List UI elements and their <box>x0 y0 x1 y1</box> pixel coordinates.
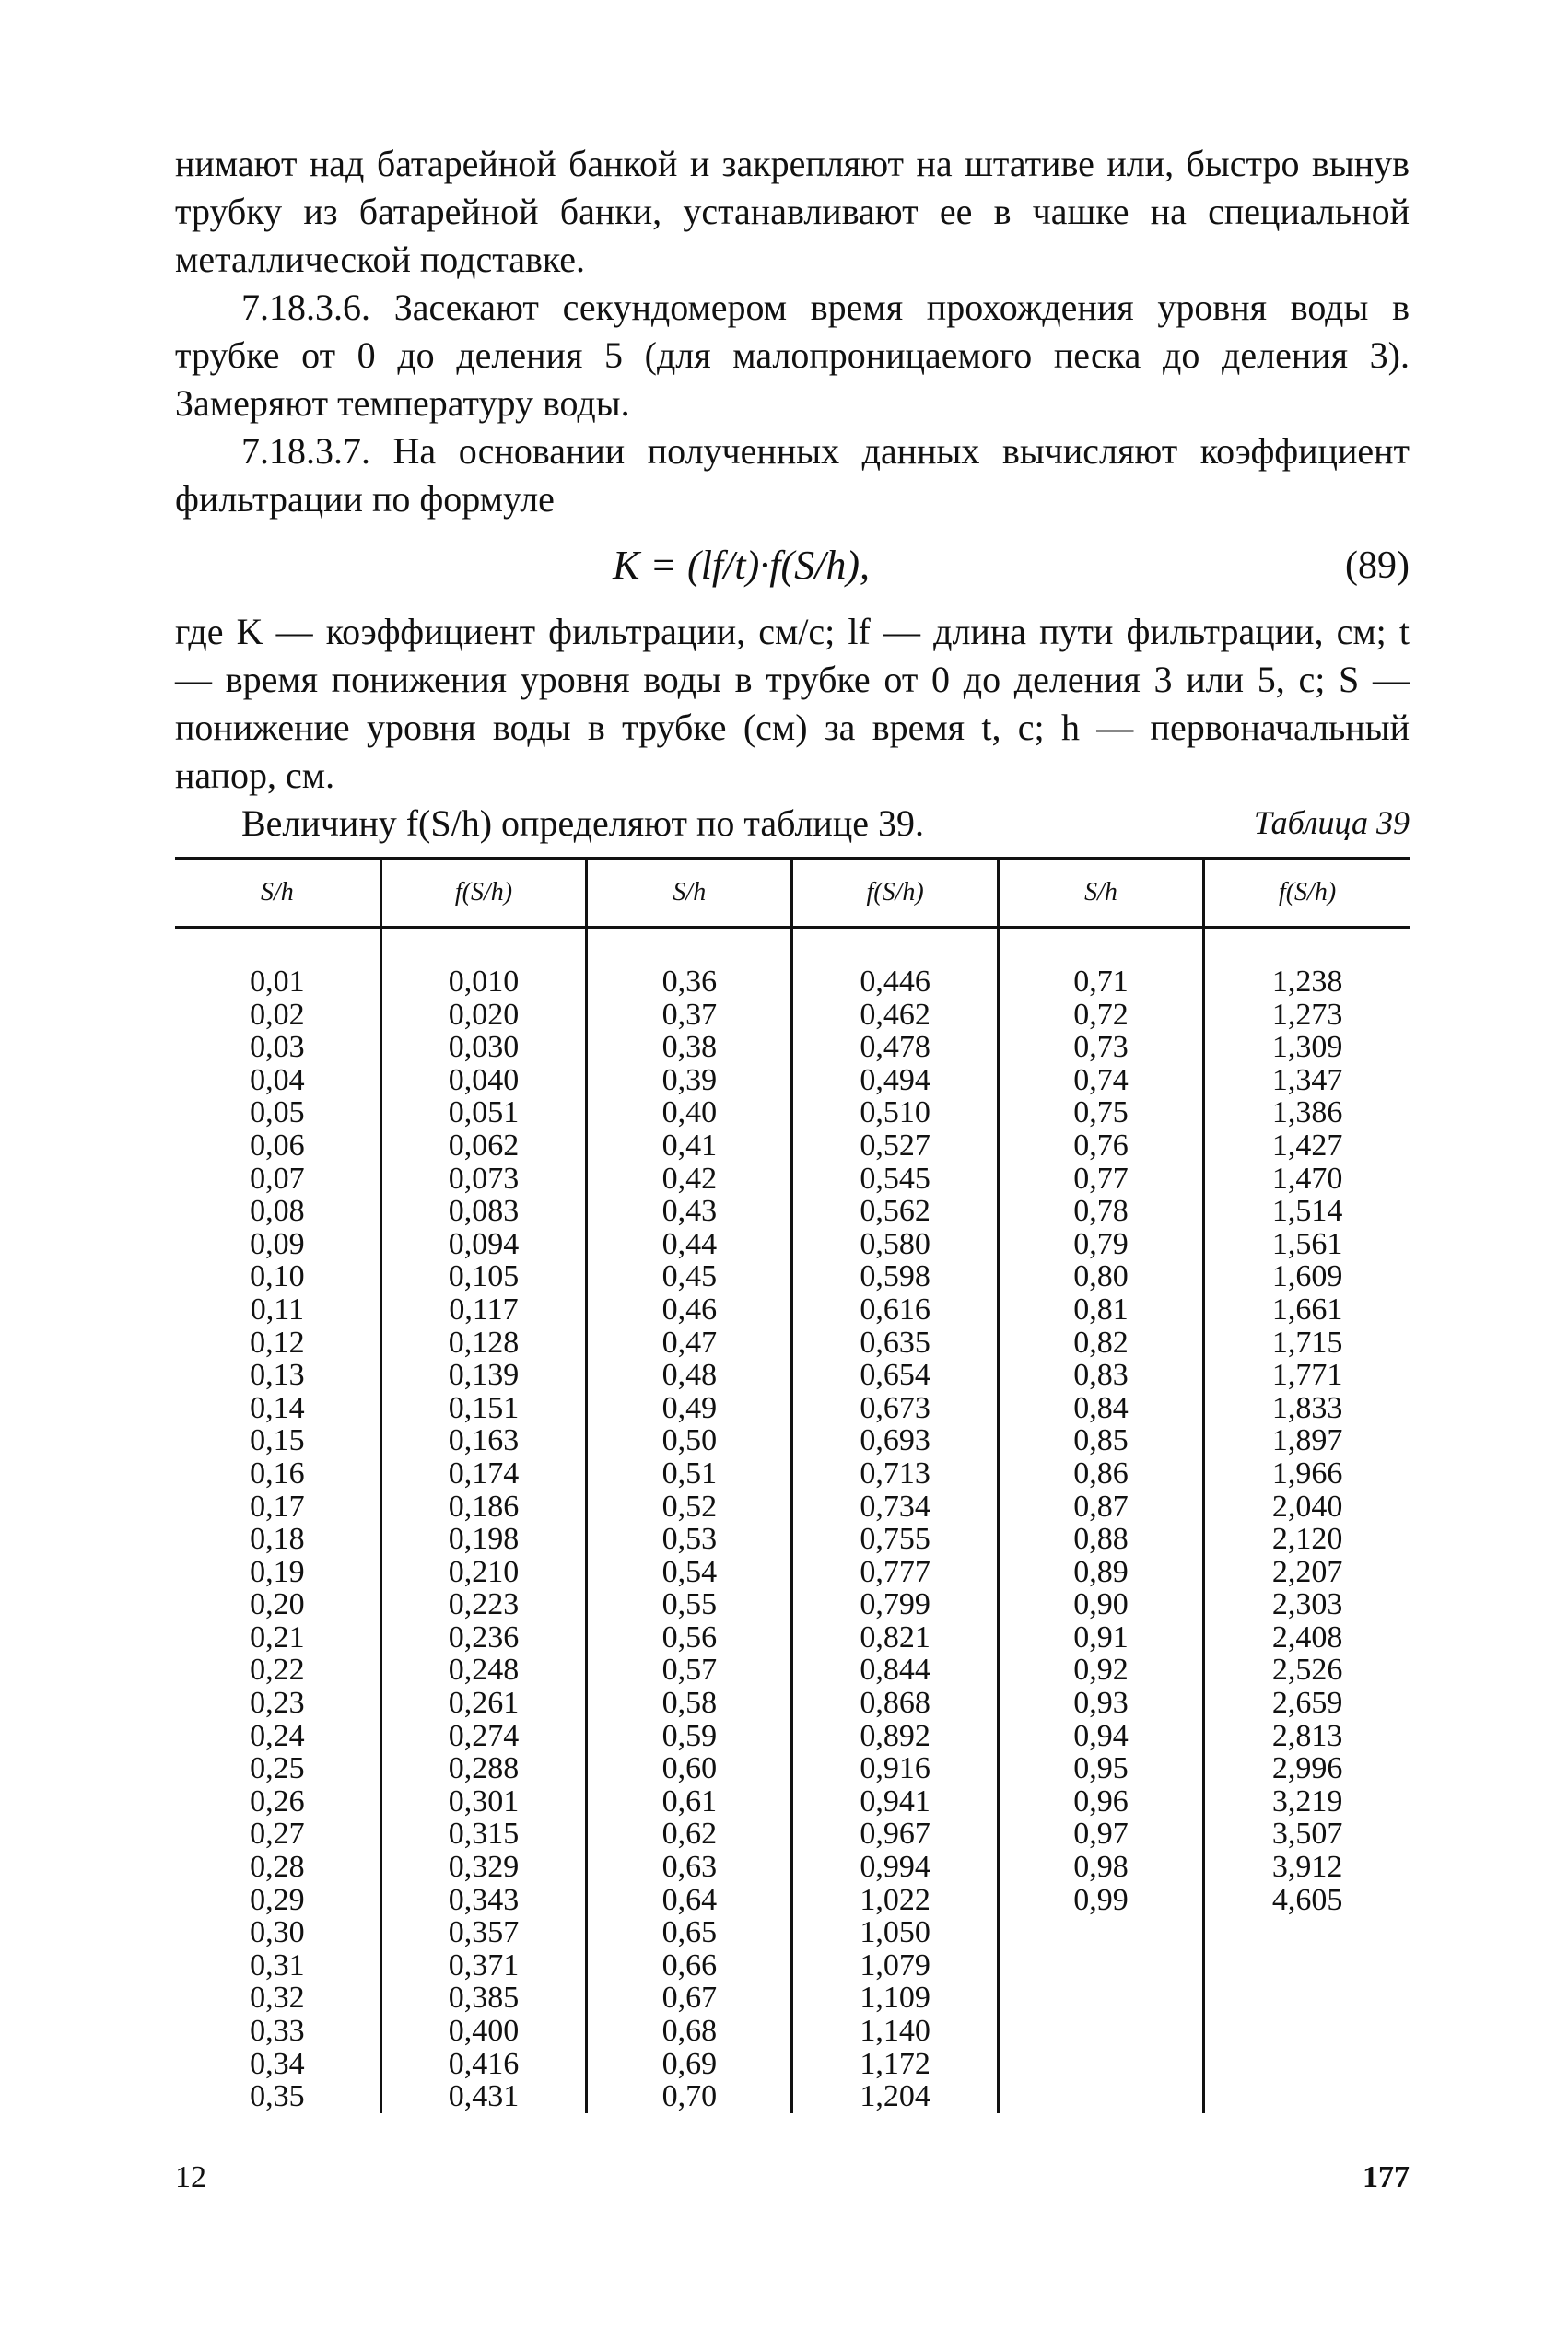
table-cell: 0,478 <box>860 1030 930 1065</box>
table-cell: 0,90 <box>1073 1587 1129 1622</box>
table-cell: 0,799 <box>860 1587 930 1622</box>
table-cell: 1,514 <box>1271 1194 1343 1229</box>
table-cell: 0,87 <box>1073 1489 1129 1524</box>
table-cell: 0,56 <box>661 1620 718 1655</box>
table-cell: 0,18 <box>250 1522 305 1557</box>
table-cell: 0,49 <box>661 1390 718 1425</box>
table-cell: 0,67 <box>661 1981 718 2016</box>
table-cell: 0,446 <box>860 965 930 999</box>
page-number-left: 12 <box>175 2160 206 2194</box>
table-cell: 0,06 <box>250 1128 305 1163</box>
table-cell: 0,755 <box>860 1522 930 1557</box>
table-cell: 0,38 <box>661 1030 718 1065</box>
table-cell: 0,357 <box>448 1915 520 1950</box>
table-header-row <box>175 859 1410 928</box>
table-cell: 0,713 <box>860 1456 930 1491</box>
paragraph-7-18-3-6: 7.18.3.6. Засекают секундомером время прохождения уровня воды в трубке от 0 до деления 5 (для малопроницаемого песка до деления 3). Замеряют температуру воды. <box>175 287 1410 424</box>
table-cell: 0,07 <box>250 1161 305 1196</box>
table-cell: 1,273 <box>1271 997 1343 1032</box>
table-cell: 0,10 <box>250 1259 305 1294</box>
table-cell: 0,78 <box>1073 1194 1129 1229</box>
table-cell: 0,58 <box>661 1686 718 1721</box>
header-fsh-3: f(S/h) <box>1204 859 1410 928</box>
table-cell: 0,967 <box>860 1817 930 1852</box>
table-cell: 0,64 <box>661 1882 718 1917</box>
table-cell: 0,53 <box>661 1522 718 1557</box>
column-sh-1 <box>175 965 380 2113</box>
column-fsh-3 <box>1204 965 1410 2113</box>
table-cell: 0,734 <box>860 1489 930 1524</box>
table-cell: 0,81 <box>1073 1292 1129 1327</box>
table-cell: 0,83 <box>1073 1358 1129 1393</box>
table-cell: 0,69 <box>661 2046 718 2081</box>
table-cell: 0,92 <box>1073 1653 1129 1688</box>
table-cell: 0,19 <box>250 1554 305 1589</box>
table-cell: 0,416 <box>448 2046 520 2081</box>
column-fsh-2 <box>792 965 998 2113</box>
table-cell: 0,635 <box>860 1325 930 1360</box>
table-cell: 0,13 <box>250 1358 305 1393</box>
column-sh-3 <box>998 965 1203 2113</box>
table-cell: 0,868 <box>860 1686 930 1721</box>
formula-number: (89) <box>1345 544 1410 587</box>
table-cell: 3,507 <box>1271 1817 1343 1852</box>
table-cell: 1,966 <box>1271 1456 1343 1491</box>
header-fsh-1: f(S/h) <box>380 859 586 928</box>
table-cell: 0,02 <box>250 997 305 1032</box>
table-cell: 0,99 <box>1073 1882 1129 1917</box>
header-sh-1: S/h <box>175 859 380 928</box>
table-cell: 0,994 <box>860 1850 930 1885</box>
table-cell: 0,892 <box>860 1718 930 1753</box>
table-cell: 0,28 <box>250 1850 305 1885</box>
table-cell: 0,198 <box>448 1522 520 1557</box>
table-cell: 0,41 <box>661 1128 718 1163</box>
table-cell: 0,73 <box>1073 1030 1129 1065</box>
table-cell: 0,693 <box>860 1423 930 1458</box>
table-cell: 0,062 <box>448 1128 520 1163</box>
table-cell: 1,897 <box>1271 1423 1343 1458</box>
table-cell: 2,813 <box>1271 1718 1343 1753</box>
table-cell: 0,821 <box>860 1620 930 1655</box>
table-cell: 0,117 <box>449 1292 519 1327</box>
table-cell: 4,605 <box>1271 1882 1343 1917</box>
table-cell: 0,174 <box>448 1456 520 1491</box>
table-cell: 0,654 <box>860 1358 930 1393</box>
table-cell: 0,329 <box>448 1850 520 1885</box>
table-cell: 0,42 <box>661 1161 718 1196</box>
table-cell: 0,01 <box>250 965 305 999</box>
table-cell: 0,562 <box>860 1194 930 1229</box>
table-cell: 0,63 <box>661 1850 718 1885</box>
table-cell: 0,70 <box>661 2079 718 2114</box>
table-cell: 1,609 <box>1271 1259 1343 1294</box>
formula-row <box>175 534 1410 601</box>
table-cell: 0,16 <box>250 1456 305 1491</box>
table-cell: 3,912 <box>1271 1850 1343 1885</box>
table-cell: 2,303 <box>1271 1587 1343 1622</box>
table-cell: 0,21 <box>250 1620 305 1655</box>
table-cell: 0,59 <box>661 1718 718 1753</box>
table-cell: 0,073 <box>448 1161 520 1196</box>
table-cell: 0,68 <box>661 2014 718 2048</box>
table-cell: 1,050 <box>860 1915 930 1950</box>
table-cell: 1,771 <box>1271 1358 1343 1393</box>
table-cell: 0,57 <box>661 1653 718 1688</box>
table-cell: 0,163 <box>448 1423 520 1458</box>
table-cell: 0,55 <box>661 1587 718 1622</box>
table-cell: 0,05 <box>250 1095 305 1130</box>
table-cell: 0,580 <box>860 1226 930 1261</box>
table-cell: 0,31 <box>250 1947 305 1982</box>
table-cell: 0,844 <box>860 1653 930 1688</box>
table-cell: 0,94 <box>1073 1718 1129 1753</box>
table-cell: 0,186 <box>448 1489 520 1524</box>
table-cell: 1,022 <box>860 1882 930 1917</box>
table-cell: 0,72 <box>1073 997 1129 1032</box>
table-cell: 0,03 <box>250 1030 305 1065</box>
table-cell: 0,545 <box>860 1161 930 1196</box>
table-cell: 0,010 <box>448 965 520 999</box>
table-cell: 0,32 <box>250 1981 305 2016</box>
table-cell: 0,48 <box>661 1358 718 1393</box>
table-cell: 0,26 <box>250 1783 305 1819</box>
table-cell: 1,661 <box>1271 1292 1343 1327</box>
table-cell: 0,65 <box>661 1915 718 1950</box>
table-cell: 2,120 <box>1271 1522 1343 1557</box>
table-cell: 0,46 <box>661 1292 718 1327</box>
table-cell: 0,54 <box>661 1554 718 1589</box>
table-cell: 0,44 <box>661 1226 718 1261</box>
table-cell: 0,223 <box>448 1587 520 1622</box>
table-cell: 0,941 <box>860 1783 930 1819</box>
table-cell: 0,36 <box>661 965 718 999</box>
table-cell: 0,371 <box>448 1947 520 1982</box>
table-cell: 0,84 <box>1073 1390 1129 1425</box>
table-cell: 1,715 <box>1271 1325 1343 1360</box>
table-cell: 0,71 <box>1073 965 1129 999</box>
table-cell: 0,93 <box>1073 1686 1129 1721</box>
table-cell: 0,50 <box>661 1423 718 1458</box>
table-cell: 0,09 <box>250 1226 305 1261</box>
table-cell: 0,040 <box>448 1062 520 1097</box>
table-cell: 1,386 <box>1271 1095 1343 1130</box>
table-cell: 0,343 <box>448 1882 520 1917</box>
table-cell: 3,219 <box>1271 1783 1343 1819</box>
table-cell: 0,139 <box>448 1358 520 1393</box>
table-cell: 0,98 <box>1073 1850 1129 1885</box>
table-cell: 0,301 <box>448 1783 520 1819</box>
table-cell: 0,75 <box>1073 1095 1129 1130</box>
table-cell: 0,248 <box>448 1653 520 1688</box>
table-cell: 0,40 <box>661 1095 718 1130</box>
table-cell: 2,659 <box>1271 1686 1343 1721</box>
table-cell: 0,47 <box>661 1325 718 1360</box>
table-cell: 0,43 <box>661 1194 718 1229</box>
table-cell: 0,91 <box>1073 1620 1129 1655</box>
table-cell: 0,88 <box>1073 1522 1129 1557</box>
table-cell: 0,61 <box>661 1783 718 1819</box>
table-cell: 1,470 <box>1271 1161 1343 1196</box>
table-cell: 1,309 <box>1271 1030 1343 1065</box>
table-cell: 0,261 <box>448 1686 520 1721</box>
table-cell: 0,777 <box>860 1554 930 1589</box>
page-number-right: 177 <box>1363 2160 1410 2194</box>
table-cell: 0,673 <box>860 1390 930 1425</box>
table-cell: 2,996 <box>1271 1751 1343 1786</box>
table-cell: 1,238 <box>1271 965 1343 999</box>
table-cell: 0,76 <box>1073 1128 1129 1163</box>
paragraph-definitions: где K — коэффициент фильтрации, см/с; lf — длина пути фильтрации, см; t — время понижения уровня воды в трубке от 0 до деления 3 или 5, с; S — понижение уровня воды в трубке (см) за время t, с; h — первоначальный напор, см. <box>175 611 1410 796</box>
table-cell: 0,27 <box>250 1817 305 1852</box>
table-cell: 0,52 <box>661 1489 718 1524</box>
header-fsh-2: f(S/h) <box>792 859 998 928</box>
table-cell: 0,95 <box>1073 1751 1129 1786</box>
table-cell: 2,408 <box>1271 1620 1343 1655</box>
table-cell: 0,35 <box>250 2079 305 2114</box>
table-cell: 0,598 <box>860 1259 930 1294</box>
table-cell: 0,04 <box>250 1062 305 1097</box>
body-text <box>175 140 1410 848</box>
table-cell: 0,431 <box>448 2079 520 2114</box>
paragraph-table-reference: Величину f(S/h) определяют по таблице 39. <box>241 802 924 844</box>
table-cell: 1,172 <box>860 2046 930 2081</box>
table-cell: 0,82 <box>1073 1325 1129 1360</box>
table-cell: 0,105 <box>448 1259 520 1294</box>
table-cell: 0,34 <box>250 2046 305 2081</box>
table-cell: 0,24 <box>250 1718 305 1753</box>
table-cell: 1,347 <box>1271 1062 1343 1097</box>
table-cell: 0,083 <box>448 1194 520 1229</box>
table-cell: 0,85 <box>1073 1423 1129 1458</box>
table-cell: 0,20 <box>250 1587 305 1622</box>
table-cell: 0,33 <box>250 2014 305 2048</box>
table-cell: 0,89 <box>1073 1554 1129 1589</box>
table-cell: 0,030 <box>448 1030 520 1065</box>
formula: K = (lf/t)·f(S/h), <box>613 543 870 588</box>
table-cell: 0,79 <box>1073 1226 1129 1261</box>
table-cell: 2,526 <box>1271 1653 1343 1688</box>
table-cell: 0,96 <box>1073 1783 1129 1819</box>
table-cell: 0,39 <box>661 1062 718 1097</box>
header-sh-3: S/h <box>998 859 1203 928</box>
table-cell: 2,040 <box>1271 1489 1343 1524</box>
table-cell: 0,45 <box>661 1259 718 1294</box>
table-cell: 0,128 <box>448 1325 520 1360</box>
table-cell: 0,236 <box>448 1620 520 1655</box>
table-cell: 0,86 <box>1073 1456 1129 1491</box>
table-cell: 0,15 <box>250 1423 305 1458</box>
table-cell: 0,23 <box>250 1686 305 1721</box>
table-cell: 0,25 <box>250 1751 305 1786</box>
table-cell: 0,916 <box>860 1751 930 1786</box>
table-cell: 1,109 <box>860 1981 930 2016</box>
table-cell: 0,527 <box>860 1128 930 1163</box>
table-cell: 0,22 <box>250 1653 305 1688</box>
table-cell: 0,77 <box>1073 1161 1129 1196</box>
table-cell: 0,494 <box>860 1062 930 1097</box>
table-cell: 0,210 <box>448 1554 520 1589</box>
table-cell: 0,510 <box>860 1095 930 1130</box>
table-cell: 0,274 <box>448 1718 520 1753</box>
table-cell: 0,30 <box>250 1915 305 1950</box>
table-cell: 0,400 <box>448 2014 520 2048</box>
table-39 <box>175 857 1410 2113</box>
table-cell: 1,833 <box>1271 1390 1343 1425</box>
table-cell: 1,561 <box>1271 1226 1343 1261</box>
table-cell: 0,094 <box>448 1226 520 1261</box>
table-cell: 0,80 <box>1073 1259 1129 1294</box>
table-cell: 2,207 <box>1271 1554 1343 1589</box>
paragraph-continuation: нимают над батарейной банкой и закрепляют на штативе или, быстро вынув трубку из батарейной банки, устанавливают ее в чашке на специальной металлической подставке. <box>175 143 1410 280</box>
table-cell: 0,462 <box>860 997 930 1032</box>
table-cell: 0,37 <box>661 997 718 1032</box>
table-cell: 0,74 <box>1073 1062 1129 1097</box>
table-cell: 1,079 <box>860 1947 930 1982</box>
paragraph-7-18-3-7: 7.18.3.7. На основании полученных данных вычисляют коэффициент фильтрации по формуле <box>175 430 1410 520</box>
table-caption: Таблица 39 <box>1253 804 1410 841</box>
table-cell: 0,08 <box>250 1194 305 1229</box>
table-cell: 0,051 <box>448 1095 520 1130</box>
table-cell: 0,12 <box>250 1325 305 1360</box>
table-cell: 0,315 <box>448 1817 520 1852</box>
table-data-row <box>175 965 1410 2113</box>
table-cell: 0,11 <box>250 1292 305 1327</box>
table-spacer-row <box>175 928 1410 966</box>
table-cell: 0,60 <box>661 1751 718 1786</box>
table-cell: 0,020 <box>448 997 520 1032</box>
table-cell: 0,151 <box>448 1390 520 1425</box>
table-cell: 0,66 <box>661 1947 718 1982</box>
table-cell: 0,29 <box>250 1882 305 1917</box>
table-cell: 1,140 <box>860 2014 930 2048</box>
table-cell: 1,427 <box>1271 1128 1343 1163</box>
table-cell: 0,14 <box>250 1390 305 1425</box>
table-cell: 0,17 <box>250 1489 305 1524</box>
table-cell: 0,51 <box>661 1456 718 1491</box>
column-fsh-1 <box>380 965 586 2113</box>
table-cell: 0,616 <box>860 1292 930 1327</box>
table-cell: 0,288 <box>448 1751 520 1786</box>
table-cell: 0,385 <box>448 1981 520 2016</box>
column-sh-2 <box>587 965 792 2113</box>
table-cell: 1,204 <box>860 2079 930 2114</box>
table-cell: 0,62 <box>661 1817 718 1852</box>
header-sh-2: S/h <box>587 859 792 928</box>
table-cell: 0,97 <box>1073 1817 1129 1852</box>
